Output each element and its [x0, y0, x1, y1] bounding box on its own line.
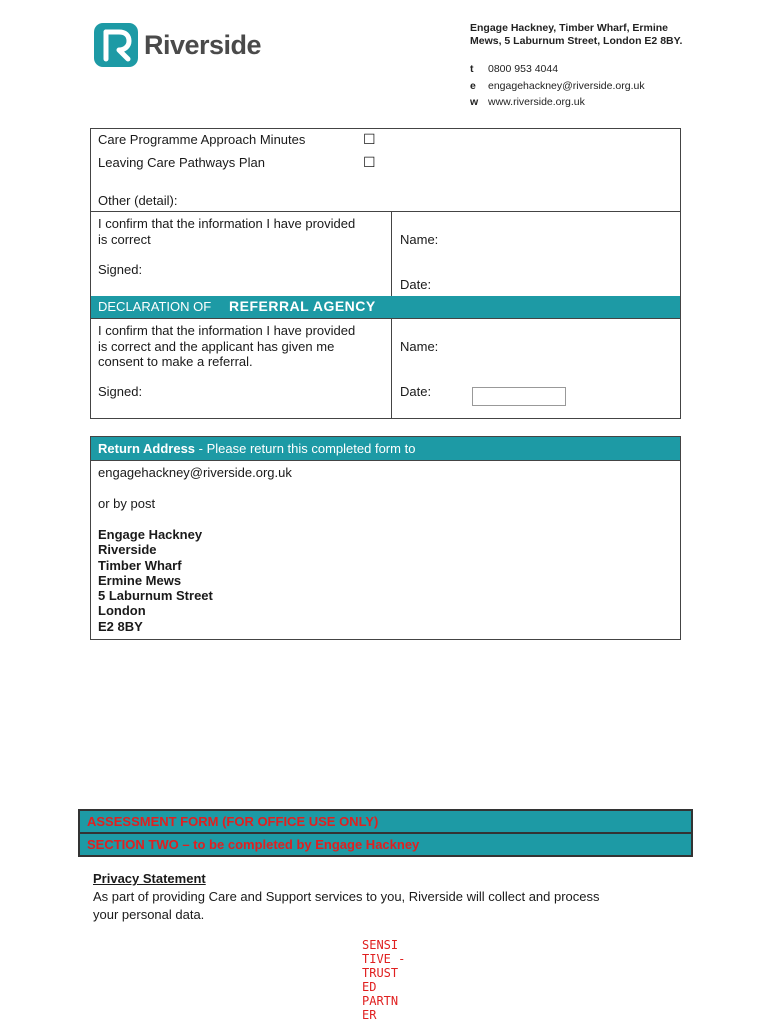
declaration-form-box	[90, 128, 681, 419]
logo-mark-icon	[94, 23, 138, 67]
referral-date-input[interactable]	[472, 387, 566, 406]
sensitivity-line: ER	[362, 1008, 377, 1022]
divider	[391, 318, 392, 418]
sensitivity-marking	[362, 938, 405, 1022]
referral-confirm-text: is correct and the applicant has given me	[98, 339, 335, 354]
assessment-form-title: ASSESSMENT FORM (FOR OFFICE USE ONLY)	[78, 809, 693, 834]
referral-name-label: Name:	[400, 339, 439, 354]
sensitivity-line: SENSI	[362, 938, 399, 952]
return-email[interactable]: engagehackney@riverside.org.uk	[98, 465, 292, 480]
referral-signed-label: Signed:	[98, 384, 143, 399]
other-detail-label: Other (detail):	[98, 193, 178, 208]
contact-key: t	[470, 63, 474, 75]
divider	[90, 460, 681, 461]
option-checkbox[interactable]: ☐	[363, 154, 376, 170]
return-address-title: Return Address	[98, 441, 196, 456]
header-address: Engage Hackney, Timber Wharf, Ermine Mews, 5 Laburnum Street, London E2 8BY.	[470, 22, 683, 47]
contact-value[interactable]: engagehackney@riverside.org.uk	[488, 80, 645, 92]
option-label: Leaving Care Pathways Plan	[98, 155, 265, 170]
section-two-title: SECTION TWO – to be completed by Engage Hackney	[78, 832, 693, 857]
divider	[391, 211, 392, 296]
return-address-header	[91, 437, 680, 460]
postal-line: London	[98, 603, 146, 619]
referral-date-label: Date:	[400, 384, 432, 399]
contact-key: e	[470, 80, 476, 92]
sensitivity-line: TRUST	[362, 966, 399, 980]
divider	[90, 318, 681, 319]
contact-phone	[470, 63, 558, 75]
contact-website	[470, 96, 585, 108]
postal-line: Riverside	[98, 542, 157, 558]
referral-header-prefix: DECLARATION OF	[98, 299, 212, 314]
postal-address	[98, 527, 213, 634]
referral-header-emphasis: REFERRAL AGENCY	[229, 298, 376, 314]
contact-value: 0800 953 4044	[488, 63, 559, 75]
applicant-confirm-text: I confirm that the information I have provided	[98, 216, 356, 231]
referral-confirm-text: consent to make a referral.	[98, 354, 253, 369]
riverside-logo	[94, 22, 261, 68]
logo-text: Riverside	[144, 29, 262, 60]
applicant-name-label: Name:	[400, 232, 439, 247]
contact-key: w	[470, 96, 479, 108]
return-address-subtitle: - Please return this completed form to	[195, 441, 416, 456]
postal-line: 5 Laburnum Street	[98, 588, 213, 604]
applicant-confirm-text: is correct	[98, 232, 151, 247]
applicant-date-label: Date:	[400, 277, 432, 292]
sensitivity-line: TIVE -	[362, 952, 406, 966]
contact-email	[470, 80, 645, 92]
postal-line: Timber Wharf	[98, 557, 182, 573]
contact-value[interactable]: www.riverside.org.uk	[488, 96, 585, 108]
postal-line: Ermine Mews	[98, 572, 182, 588]
postal-line: Engage Hackney	[98, 527, 203, 542]
privacy-heading: Privacy Statement	[93, 871, 206, 886]
referral-confirm-text: I confirm that the information I have provided	[98, 323, 356, 338]
privacy-text: your personal data.	[93, 907, 205, 922]
postal-line: E2 8BY	[98, 618, 143, 634]
applicant-signed-label: Signed:	[98, 262, 143, 277]
option-checkbox[interactable]: ☐	[363, 131, 376, 147]
divider	[90, 211, 681, 212]
option-label: Care Programme Approach Minutes	[98, 132, 306, 147]
privacy-text: As part of providing Care and Support services to you, Riverside will collect and process	[93, 889, 600, 904]
or-by-post-text: or by post	[98, 496, 156, 511]
sensitivity-line: PARTN	[362, 994, 399, 1008]
referral-agency-header	[91, 296, 680, 318]
sensitivity-line: ED	[362, 980, 377, 994]
